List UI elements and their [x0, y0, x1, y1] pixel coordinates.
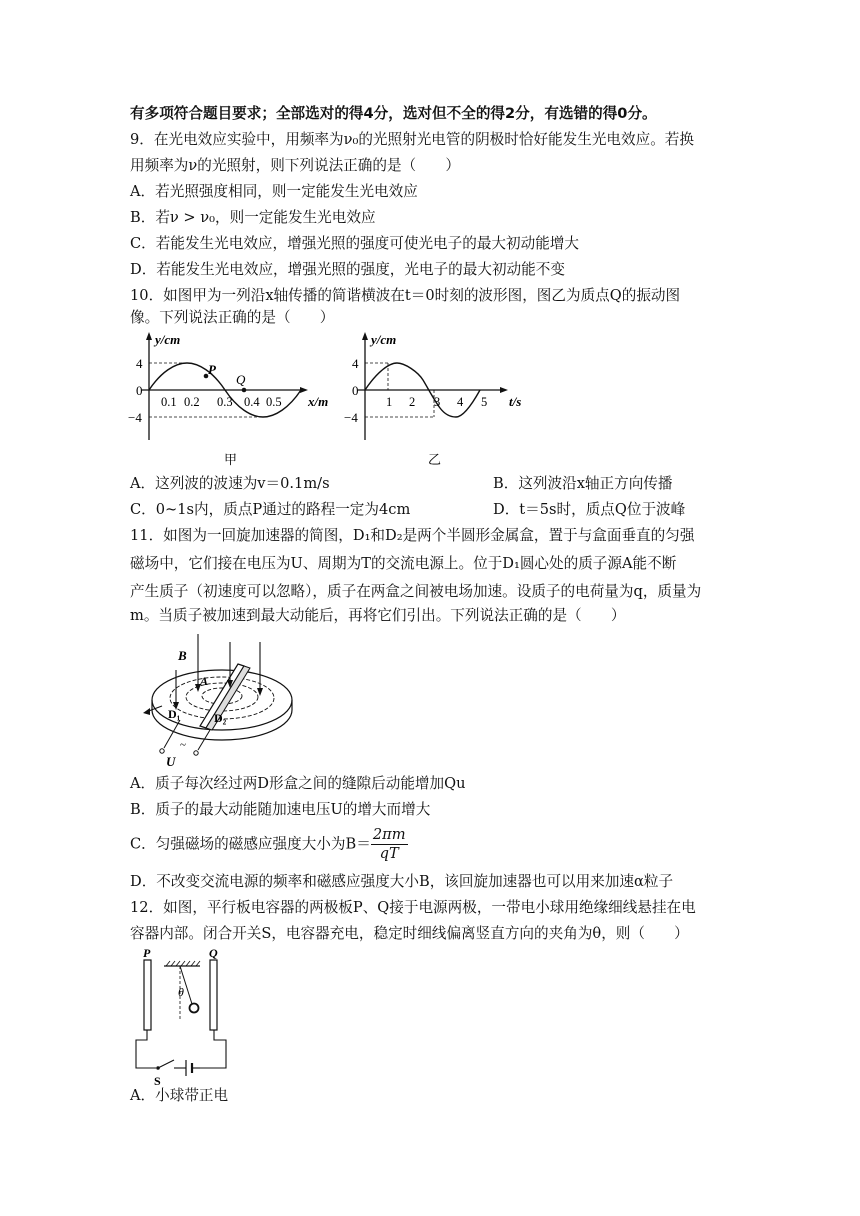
- yi-xtick: 1: [386, 395, 393, 409]
- q10-figure-yi: [344, 328, 542, 473]
- yi-xtick: 4: [457, 395, 464, 409]
- q10-option-d: D．t＝5s时，质点Q位于波峰: [493, 501, 686, 518]
- label-d2: D₂: [214, 711, 227, 725]
- theta-label: θ: [178, 985, 184, 999]
- fraction-numerator: 2πm: [372, 826, 406, 843]
- jia-ytick-0: 0: [136, 383, 143, 398]
- q11-stem-line4: m。当质子被加速到最大动能后，再将它们引出。下列说法正确的是（ ）: [130, 607, 626, 624]
- q9-option-d: D．若能发生光电效应，增强光照的强度，光电子的最大初动能不变: [130, 261, 565, 278]
- jia-xtick: 0.1: [161, 395, 177, 409]
- q10-option-c: C．0~1s内，质点P通过的路程一定为4cm: [130, 501, 411, 518]
- yi-xtick: 2: [409, 395, 416, 409]
- plate-p-label: P: [143, 946, 151, 960]
- svg-text:~: ~: [180, 739, 186, 751]
- jia-xtick: 0.5: [266, 395, 282, 409]
- q10-option-a: A．这列波的波速为v＝0.1m/s: [130, 475, 330, 492]
- section-header: 有多项符合题目要求；全部选对的得4分，选对但不全的得2分，有选错的得0分。: [130, 105, 657, 122]
- q11-cyclotron-figure: [140, 630, 300, 770]
- yi-ylabel: y/cm: [371, 332, 397, 347]
- jia-ytick-neg4: −4: [128, 410, 142, 425]
- q12-stem-line1: 12．如图，平行板电容器的两极板P、Q接于电源两极，一带电小球用绝缘细线悬挂在电: [130, 899, 696, 916]
- q10-stem-line2: 像。下列说法正确的是（ ）: [130, 309, 335, 326]
- label-d1: D₁: [168, 707, 181, 721]
- point-q-label: Q: [236, 372, 246, 387]
- q9-option-b: B．若ν > ν₀，则一定能发生光电效应: [130, 209, 376, 226]
- yi-ytick-4: 4: [352, 356, 359, 371]
- yi-ytick-neg4: −4: [344, 410, 358, 425]
- q10-stem-line1: 10．如图甲为一列沿x轴传播的简谐横波在t＝0时刻的波形图，图乙为质点Q的振动图: [130, 287, 681, 304]
- point-p-label: P: [208, 362, 216, 377]
- jia-xtick: 0.4: [244, 395, 260, 409]
- q11-stem-line3: 产生质子（初速度可以忽略），质子在两盒之间被电场加速。设质子的电荷量为q，质量为: [130, 583, 702, 600]
- q11-option-d: D．不改变交流电源的频率和磁感应强度大小B，该回旋加速器也可以用来加速α粒子: [130, 873, 674, 890]
- yi-ytick-0: 0: [352, 383, 359, 398]
- plate-q-label: Q: [209, 946, 218, 960]
- q12-capacitor-figure: [130, 946, 240, 1088]
- fraction-denominator: qT: [379, 845, 399, 862]
- yi-xlabel: t/s: [509, 394, 522, 409]
- q11-option-c-prefix: C．匀强磁场的磁感应强度大小为B＝: [130, 835, 371, 853]
- q12-option-a: A．小球带正电: [130, 1087, 229, 1104]
- label-u: U: [166, 754, 176, 769]
- q11-stem-line1: 11．如图为一回旋加速器的简图，D₁和D₂是两个半圆形金属盒，置于与盒面垂直的匀强: [130, 527, 695, 544]
- q11-option-c: [130, 826, 408, 863]
- label-a: A: [200, 674, 209, 688]
- jia-ylabel: y/cm: [155, 332, 181, 347]
- jia-xtick: 0.3: [217, 395, 233, 409]
- jia-caption: 甲: [224, 452, 238, 467]
- q9-stem-line1: 9．在光电效应实验中，用频率为ν₀的光照射光电管的阴极时恰好能发生光电效应。若换: [130, 131, 694, 148]
- q9-stem-line2: 用频率为ν的光照射，则下列说法正确的是（ ）: [130, 157, 460, 174]
- yi-xtick: 3: [434, 395, 441, 409]
- q11-option-b: B．质子的最大动能随加速电压U的增大而增大: [130, 801, 431, 818]
- label-b: B: [178, 648, 187, 663]
- jia-xlabel: x/m: [308, 394, 329, 409]
- q10-option-b: B．这列波沿x轴正方向传播: [493, 475, 673, 492]
- fraction: [371, 826, 408, 863]
- yi-caption: 乙: [428, 452, 442, 467]
- q11-option-a: A．质子每次经过两D形盒之间的缝隙后动能增加Qu: [130, 775, 466, 792]
- yi-xtick: 5: [481, 395, 488, 409]
- jia-xtick: 0.2: [184, 395, 200, 409]
- switch-s-label: S: [154, 1074, 161, 1088]
- q9-option-c: C．若能发生光电效应，增强光照的强度可使光电子的最大初动能增大: [130, 235, 579, 252]
- q12-stem-line2: 容器内部。闭合开关S，电容器充电，稳定时细线偏离竖直方向的夹角为θ，则（ ）: [130, 925, 689, 942]
- q9-option-a: A．若光照强度相同，则一定能发生光电效应: [130, 183, 418, 200]
- jia-ytick-4: 4: [136, 356, 143, 371]
- q10-figure-jia: [128, 328, 342, 473]
- q11-stem-line2: 磁场中，它们接在电压为U、周期为T的交流电源上。位于D₁圆心处的质子源A能不断: [130, 555, 677, 572]
